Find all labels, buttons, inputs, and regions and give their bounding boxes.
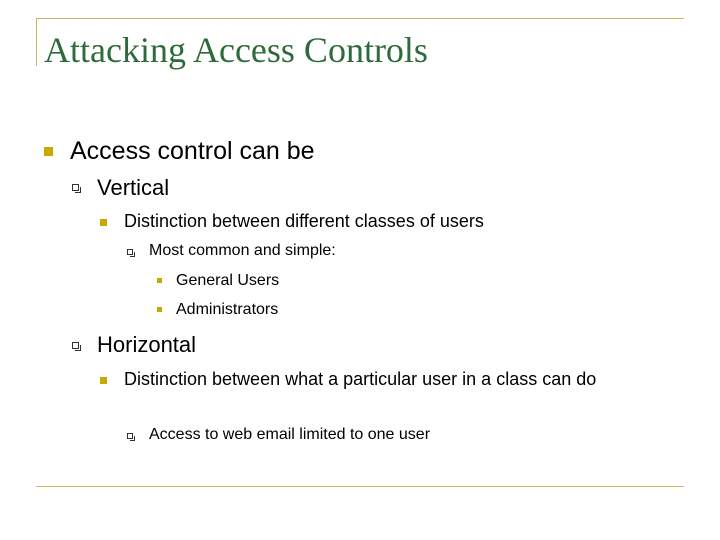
- bullet-horizontal: [97, 332, 196, 358]
- left-rule: [36, 18, 37, 66]
- bullet-most-common: [149, 241, 336, 261]
- square-bullet-icon: [44, 147, 53, 156]
- small-square-bullet-icon: [157, 307, 162, 312]
- bullet-horizontal-detail: [124, 368, 684, 391]
- bullet-vertical: [97, 175, 169, 201]
- hollow-square-bullet-icon: [72, 342, 79, 349]
- bullet-administrators: [176, 300, 278, 320]
- hollow-square-bullet-icon: [127, 249, 133, 255]
- square-bullet-icon: [100, 219, 107, 226]
- hollow-square-bullet-icon: [72, 184, 79, 191]
- bullet-text: Most common and simple:: [149, 242, 336, 259]
- bullet-general-users: [176, 271, 279, 291]
- bottom-rule: [36, 486, 684, 487]
- bullet-text: Distinction between what a particular user in a class can do: [124, 369, 597, 389]
- bullet-text: Distinction between different classes of users: [124, 211, 484, 231]
- bullet-text: General Users: [176, 272, 280, 289]
- square-bullet-icon: [100, 377, 107, 384]
- bullet-text: Administrators: [176, 301, 279, 318]
- bullet-web-email: [149, 425, 430, 445]
- bullet-vertical-detail: [124, 210, 484, 233]
- hollow-square-bullet-icon: [127, 433, 133, 439]
- top-rule: [36, 18, 684, 19]
- small-square-bullet-icon: [157, 278, 162, 283]
- bullet-text: Horizontal: [97, 332, 197, 357]
- bullet-text: Access to web email limited to one user: [149, 426, 431, 443]
- slide-title: Attacking Access Controls: [44, 30, 428, 70]
- bullet-access-control: [70, 136, 315, 166]
- bullet-text: Access control can be: [70, 137, 315, 165]
- bullet-text: Vertical: [97, 175, 170, 200]
